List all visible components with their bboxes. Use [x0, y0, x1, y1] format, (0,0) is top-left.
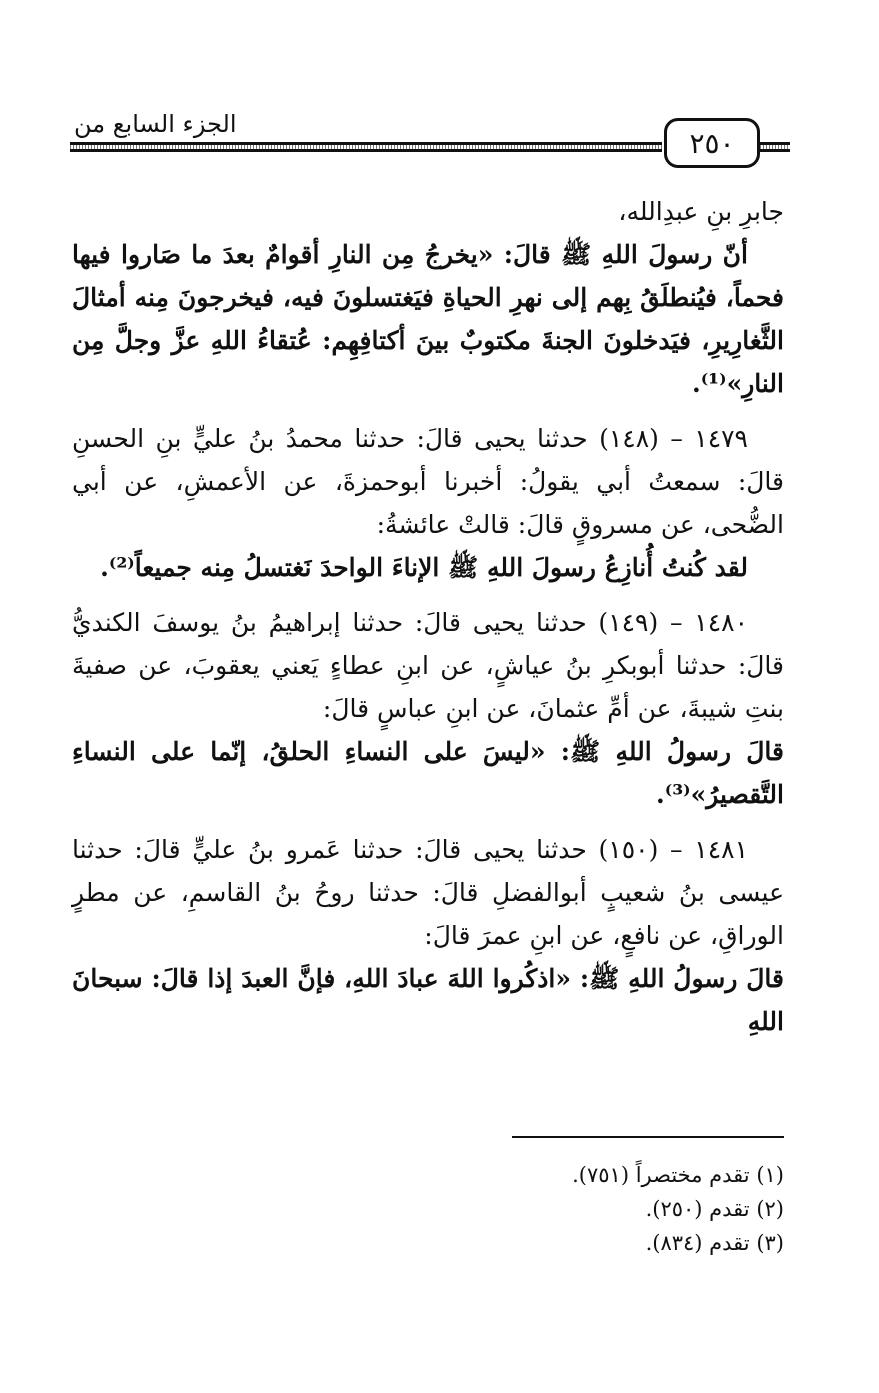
main-text	[72, 190, 784, 1043]
page-number: ٢٥٠	[664, 118, 760, 168]
footnote-separator	[512, 1136, 784, 1138]
page-header	[70, 100, 790, 160]
footnotes	[440, 1158, 784, 1260]
hadith-chain: ١٤٨٠ – (١٤٩) حدثنا يحيى قالَ: حدثنا إبراهيمُ بنُ يوسفَ الكنديُّ قالَ: حدثنا أبوبكرِ بنُ عياشٍ، عن ابنِ عطاءٍ يَعني يعقوبَ، عن صفيةَ بنتِ شيبةَ، عن أمِّ عثمانَ، عن ابنِ عباسٍ قالَ:	[72, 608, 784, 723]
footnote: (١) تقدم مختصراً (٧٥١).	[572, 1163, 784, 1187]
hadith-text: قالَ رسولُ اللهِ ﷺ: «ليسَ على النساءِ الحلقُ، إنّما على النساءِ التَّقصيرُ»⁽³⁾.	[72, 737, 784, 809]
footnote: (٢) تقدم (٢٥٠).	[645, 1197, 784, 1221]
footnote: (٣) تقدم (٨٣٤).	[645, 1231, 784, 1255]
hadith-text: لقد كُنتُ أُنازِعُ رسولَ اللهِ ﷺ الإناءَ الواحدَ نَغتسلُ مِنه جميعاً⁽²⁾.	[100, 553, 748, 582]
header-rule-end	[760, 142, 790, 152]
header-rule	[70, 142, 662, 152]
paragraph-continuation: جابرِ بنِ عبدِالله،	[618, 197, 784, 226]
hadith-chain: ١٤٨١ – (١٥٠) حدثنا يحيى قالَ: حدثنا عَمرو بنُ عليٍّ قالَ: حدثنا عيسى بنُ شعيبٍ أبوالفضلِ قالَ: حدثنا روحُ بنُ القاسمِ، عن مطرٍ الوراقِ، عن نافعٍ، عن ابنِ عمرَ قالَ:	[72, 835, 784, 950]
running-title: الجزء السابع من	[74, 110, 237, 138]
hadith-text: أنّ رسولَ اللهِ ﷺ قالَ: «يخرجُ مِن النارِ أقوامٌ بعدَ ما صَاروا فيها فحماً، فيُنطلَقُ بِهم إلى نهرِ الحياةِ فيَغتسلونَ فيه، فيخرجونَ مِنه أمثالَ الثَّغارِيرِ، فيَدخلونَ الجنةَ مكتوبٌ بينَ أكتافِهِم: عُتقاءُ اللهِ عزَّ وجلَّ مِن النارِ»⁽¹⁾.	[72, 240, 785, 398]
hadith-text: قالَ رسولُ اللهِ ﷺ: «اذكُروا اللهَ عبادَ اللهِ، فإنَّ العبدَ إذا قالَ: سبحانَ اللهِ	[72, 964, 784, 1036]
hadith-chain: ١٤٧٩ – (١٤٨) حدثنا يحيى قالَ: حدثنا محمدُ بنُ عليٍّ بنِ الحسنِ قالَ: سمعتُ أبي يقولُ: أخبرنا أبوحمزةَ، عن الأعمشِ، عن أبي الضُّحى، عن مسروقٍ قالَ: قالتْ عائشةُ:	[72, 424, 784, 539]
